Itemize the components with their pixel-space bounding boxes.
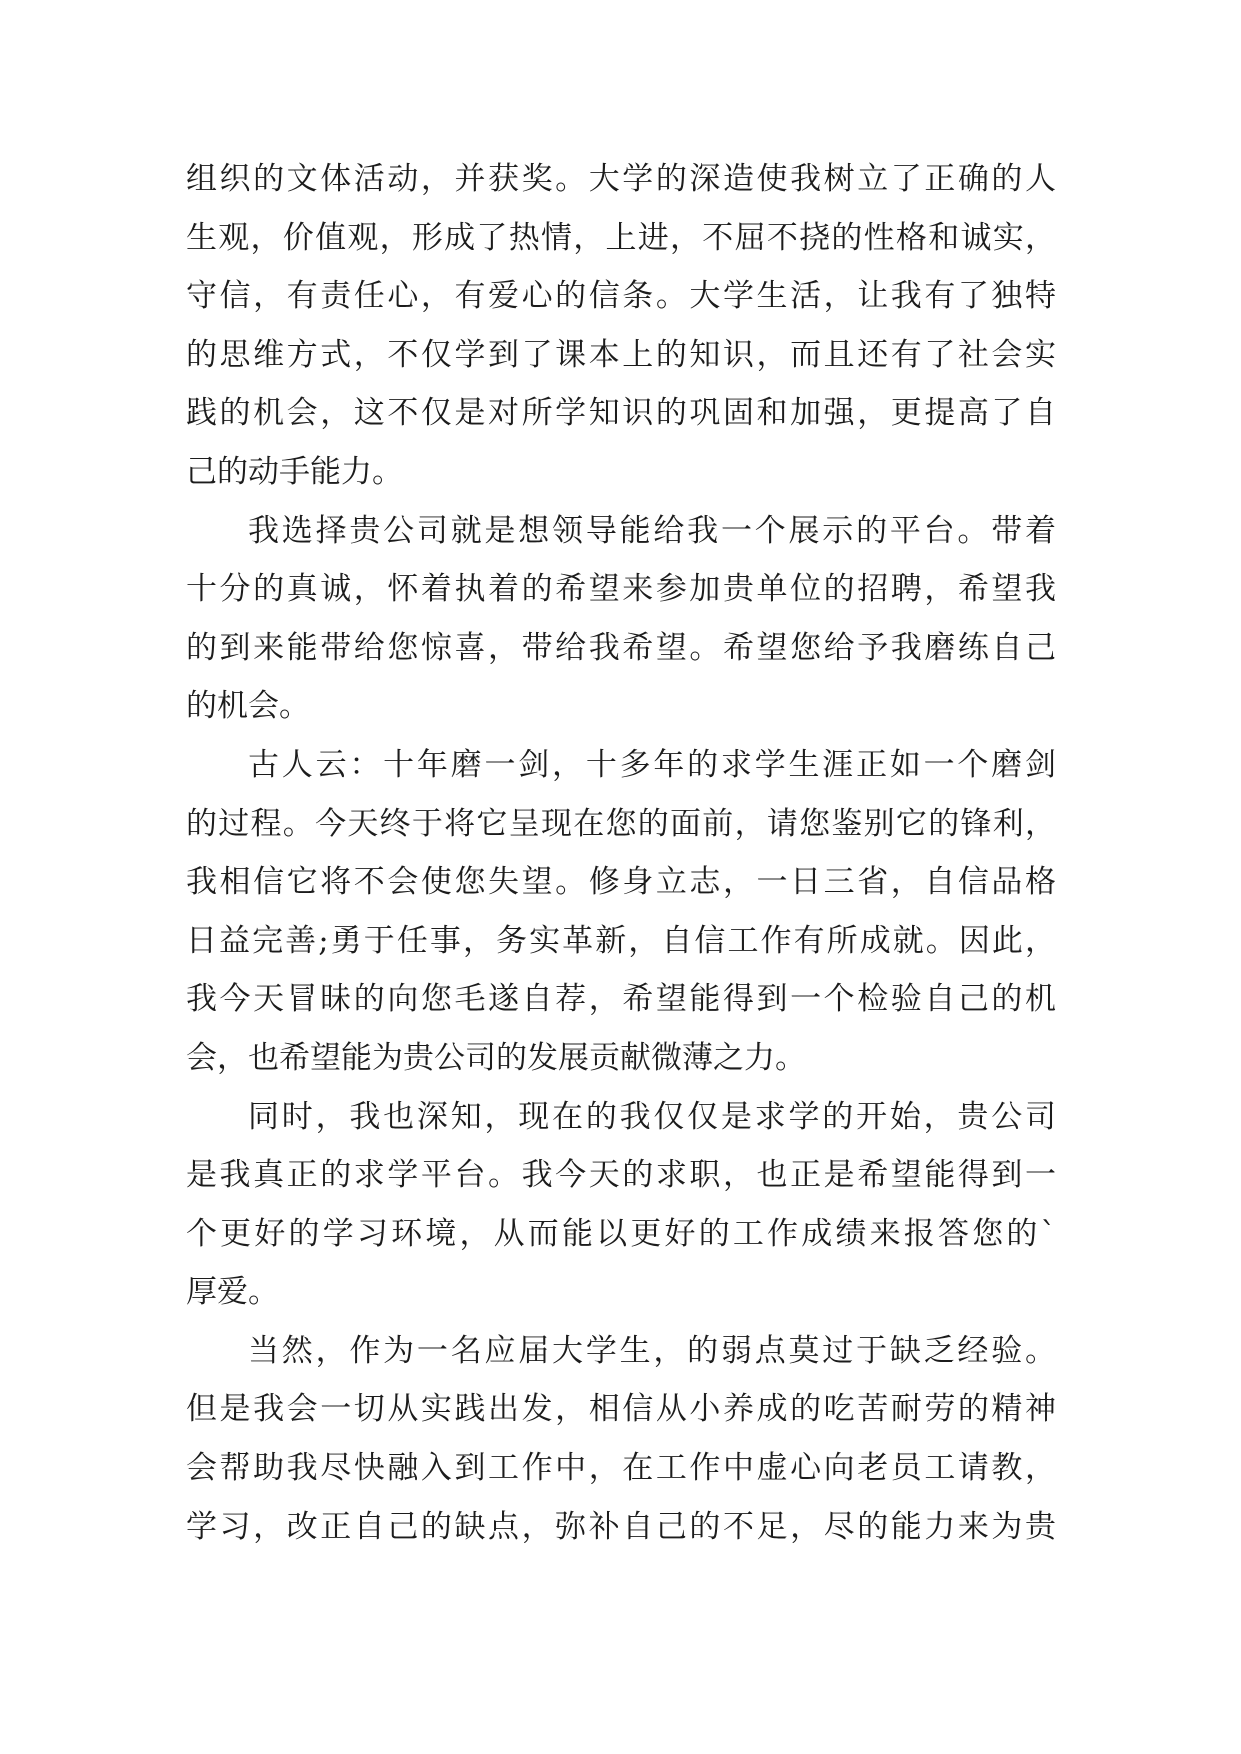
text-line: 厚爱。 (186, 1274, 279, 1311)
text-line: 学习，改正自己的缺点，弥补自己的不足，尽的能力来为贵 (186, 1508, 1056, 1545)
text-line: 十分的真诚，怀着执着的希望来参加贵单位的招聘，希望我 (186, 571, 1056, 608)
text-line: 守信，有责任心，有爱心的信条。大学生活，让我有了独特 (186, 278, 1056, 315)
paragraph-first-line: 古人云：十年磨一剑，十多年的求学生涯正如一个磨剑 (248, 746, 1056, 783)
paragraph-first-line: 当然，作为一名应届大学生，的弱点莫过于缺乏经验。 (248, 1332, 1056, 1369)
text-line: 会帮助我尽快融入到工作中，在工作中虚心向老员工请教， (186, 1450, 1056, 1487)
text-line: 践的机会，这不仅是对所学知识的巩固和加强，更提高了自 (186, 395, 1056, 432)
text-line: 日益完善;勇于任事，务实革新，自信工作有所成就。因此， (186, 922, 1056, 959)
paragraph-first-line: 同时，我也深知，现在的我仅仅是求学的开始，贵公司 (248, 1098, 1056, 1135)
text-line: 我今天冒昧的向您毛遂自荐，希望能得到一个检验自己的机 (186, 981, 1056, 1018)
text-line: 但是我会一切从实践出发，相信从小养成的吃苦耐劳的精神 (186, 1391, 1056, 1428)
text-line: 的到来能带给您惊喜，带给我希望。希望您给予我磨练自己 (186, 629, 1056, 666)
paragraph-first-line: 我选择贵公司就是想领导能给我一个展示的平台。带着 (248, 512, 1056, 549)
text-line: 的机会。 (186, 688, 310, 725)
text-line: 的思维方式，不仅学到了课本上的知识，而且还有了社会实 (186, 336, 1056, 373)
document-body (186, 150, 1056, 1556)
text-line: 组织的文体活动，并获奖。大学的深造使我树立了正确的人 (186, 161, 1056, 197)
text-line: 的过程。今天终于将它呈现在您的面前，请您鉴别它的锋利， (186, 805, 1056, 842)
text-line: 会，也希望能为贵公司的发展贡献微薄之力。 (186, 1039, 806, 1076)
text-line: 是我真正的求学平台。我今天的求职，也正是希望能得到一 (186, 1157, 1056, 1194)
text-line: 个更好的学习环境，从而能以更好的工作成绩来报答您的` (186, 1215, 1056, 1252)
text-line: 生观，价值观，形成了热情，上进，不屈不挠的性格和诚实， (186, 219, 1056, 256)
text-line: 己的动手能力。 (186, 453, 403, 490)
text-line: 我相信它将不会使您失望。修身立志，一日三省，自信品格 (186, 864, 1056, 901)
